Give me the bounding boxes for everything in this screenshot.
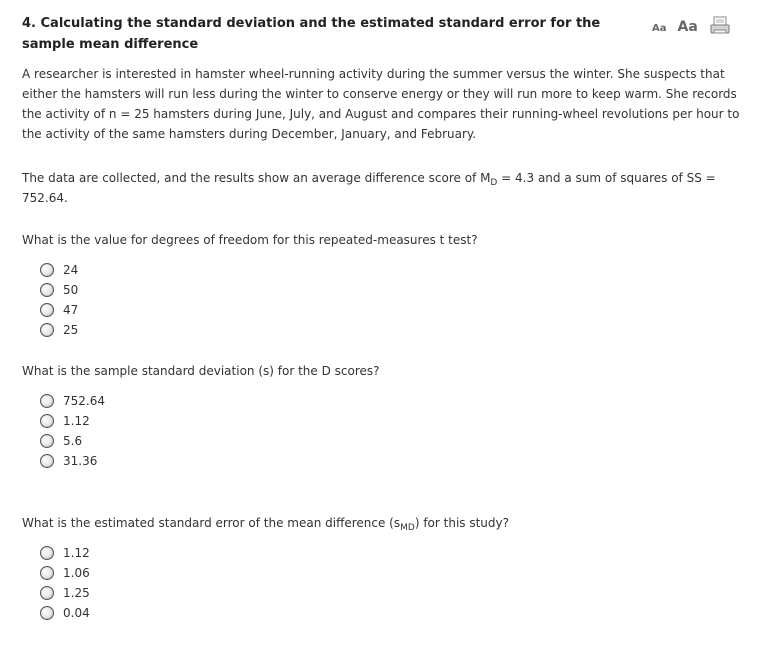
- radio-button[interactable]: [40, 546, 54, 560]
- option-label: 50: [63, 283, 79, 297]
- data-statement-part2: = 4.3 and a sum of squares of SS = 752.64.: [22, 171, 716, 205]
- option-label: 752.64: [63, 394, 105, 408]
- option-label: 1.12: [63, 546, 90, 560]
- option-label: 31.36: [63, 454, 98, 468]
- option-label: 5.6: [63, 434, 83, 448]
- radio-button[interactable]: [40, 394, 54, 408]
- se-option[interactable]: [40, 563, 90, 583]
- sd-option[interactable]: [40, 451, 105, 471]
- sd-option[interactable]: [40, 411, 105, 431]
- df-option[interactable]: [40, 300, 78, 320]
- data-statement: [22, 168, 742, 208]
- option-label: 0.04: [63, 606, 90, 620]
- question-number: 4.: [22, 16, 36, 31]
- se-question: [22, 513, 509, 533]
- se-options: [40, 543, 90, 623]
- text-size-large-button[interactable]: Aa: [677, 19, 698, 35]
- df-options: [40, 260, 78, 340]
- radio-button[interactable]: [40, 586, 54, 600]
- se-question-part1: What is the estimated standard error of the mean difference (s: [22, 516, 401, 530]
- sd-question: What is the sample standard deviation (s) for the D scores?: [22, 364, 380, 378]
- option-label: 1.25: [63, 586, 90, 600]
- radio-button[interactable]: [40, 454, 54, 468]
- text-size-small-button[interactable]: Aa: [652, 23, 667, 34]
- smd-subscript: MD: [400, 523, 415, 533]
- sd-option[interactable]: [40, 431, 105, 451]
- data-statement-part1: The data are collected, and the results show an average difference score of M: [22, 171, 491, 185]
- df-option[interactable]: [40, 320, 78, 340]
- option-label: 47: [63, 303, 79, 317]
- df-option[interactable]: [40, 280, 78, 300]
- radio-button[interactable]: [40, 263, 54, 277]
- radio-button[interactable]: [40, 566, 54, 580]
- option-label: 1.06: [63, 566, 90, 580]
- se-option[interactable]: [40, 543, 90, 563]
- se-question-part2: ) for this study?: [414, 516, 509, 530]
- sd-options: [40, 391, 105, 471]
- question-title-text: Calculating the standard deviation and the estimated standard error for the sample mean difference: [22, 16, 601, 52]
- print-icon[interactable]: [710, 16, 730, 36]
- option-label: 24: [63, 263, 79, 277]
- df-option[interactable]: [40, 260, 78, 280]
- option-label: 25: [63, 323, 79, 337]
- radio-button[interactable]: [40, 323, 54, 337]
- question-title: [22, 13, 622, 55]
- radio-button[interactable]: [40, 606, 54, 620]
- se-option[interactable]: [40, 583, 90, 603]
- se-option[interactable]: [40, 603, 90, 623]
- sd-option[interactable]: [40, 391, 105, 411]
- md-subscript: D: [490, 178, 498, 188]
- radio-button[interactable]: [40, 414, 54, 428]
- option-label: 1.12: [63, 414, 90, 428]
- radio-button[interactable]: [40, 283, 54, 297]
- df-question: What is the value for degrees of freedom for this repeated-measures t test?: [22, 233, 478, 247]
- intro-paragraph: A researcher is interested in hamster wheel-running activity during the summer versus the winter. She suspects that either the hamsters will run less during the winter to conserve energy or they will run more to keep warm. She records the activity of n = 25 hamsters during June, July, and August and compares their running-wheel revolutions per hour to the activity of the same hamsters during December, January, and February.: [22, 67, 740, 141]
- radio-button[interactable]: [40, 434, 54, 448]
- radio-button[interactable]: [40, 303, 54, 317]
- toolbar: [652, 14, 730, 36]
